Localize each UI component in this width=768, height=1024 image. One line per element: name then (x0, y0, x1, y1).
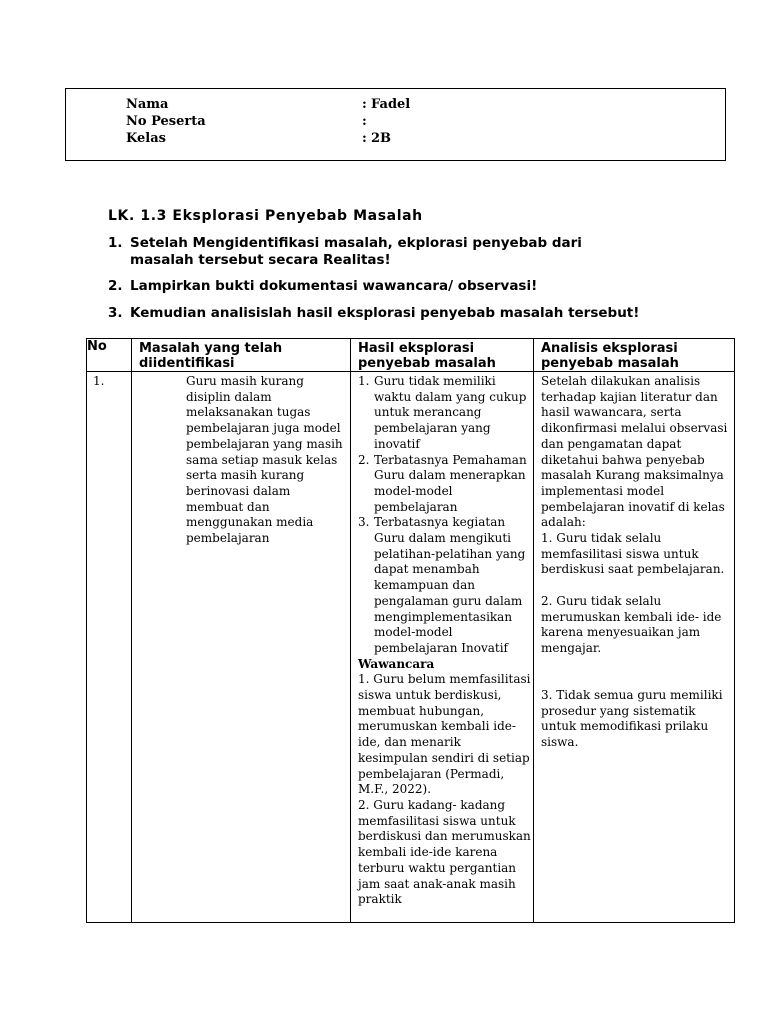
no-peserta-label: No Peserta (126, 114, 206, 129)
nama-colon: : (362, 97, 367, 112)
instruction-text: Lampirkan bukti dokumentasi wawancara/ observasi! (130, 278, 538, 294)
header-hasil-text: Hasil eksplorasi penyebab masalah (358, 341, 496, 371)
kelas-value: 2B (371, 131, 392, 146)
wawancara-subheading: Wawancara (358, 656, 435, 671)
header-analisis (534, 339, 735, 372)
cell-masalah (132, 372, 351, 923)
header-analisis-text: Analisis eksplorasi penyebab masalah (541, 341, 679, 371)
header-no: No (87, 339, 132, 372)
table-header-row (87, 339, 735, 372)
row-number: 1. (93, 374, 105, 388)
hasil-list (358, 374, 531, 657)
instruction-number: 1. (108, 235, 123, 251)
masalah-text: Guru masih kurang disiplin dalam melaksanakan tugas pembelajaran juga model pembelajaran yang masih sama setiap masuk kelas serta masih kurang berinovasi dalam membuat dan menggunakan media pembelajaran (186, 374, 343, 546)
kelas-colon: : (362, 131, 367, 146)
table-row (87, 372, 735, 923)
analisis-point-1: 1. Guru tidak selalu memfasilitasi siswa untuk berdiskusi saat pembelajaran. (541, 531, 725, 577)
wawancara-point-2: 2. Guru kadang- kadang memfasilitasi siswa untuk berdiskusi dan merumuskan kembali ide-ide karena terburu waktu pergantian jam saat anak-anak masih praktik (358, 797, 531, 907)
nama-label: Nama (126, 97, 169, 112)
instruction-text: Kemudian analisislah hasil eksplorasi penyebab masalah tersebut! (130, 305, 640, 321)
analisis-intro: Setelah dilakukan analisis terhadap kajian literatur dan hasil wawancara, serta dikonfirmasi melalui observasi dan pengamatan dapat diketahui bahwa penyebab masalah Kurang maksimalnya implementasi model pembelajaran inovatif di kelas adalah: (541, 374, 728, 530)
header-hasil (351, 339, 534, 372)
analisis-point-3: 3. Tidak semua guru memiliki prosedur yang sistematik untuk memodifikasi prilaku siswa. (541, 688, 723, 750)
identity-box (65, 88, 726, 161)
nama-value: Fadel (371, 97, 411, 112)
page-heading: LK. 1.3 Eksplorasi Penyebab Masalah (108, 208, 423, 224)
kelas-label: Kelas (126, 131, 166, 146)
list-item-number: 2. (358, 452, 370, 467)
list-item-text: Terbatasnya Pemahaman Guru dalam menerapkan model-model pembelajaran (374, 452, 527, 514)
list-item-number: 1. (358, 374, 370, 388)
cell-hasil (351, 372, 534, 923)
list-item (358, 453, 531, 516)
instruction-number: 3. (108, 305, 123, 321)
no-peserta-colon: : (362, 114, 367, 129)
instruction-text: Setelah Mengidentifikasi masalah, ekplorasi penyebab dari masalah tersebut secara Realitas! (130, 235, 582, 268)
analisis-point-2: 2. Guru tidak selalu merumuskan kembali ide- ide karena menyesuaikan jam mengajar. (541, 593, 722, 655)
list-item-text: Terbatasnya kegiatan Guru dalam mengikuti pelatihan-pelatihan yang dapat menambah kemampuan dan pengalaman guru dalam mengimplementasikan model-model pembelajaran Inovatif (374, 515, 526, 655)
header-masalah (132, 339, 351, 372)
list-item (358, 515, 531, 656)
header-masalah-text: Masalah yang telah diidentifikasi (139, 341, 283, 371)
analysis-table (86, 338, 735, 923)
cell-analisis (534, 372, 735, 923)
list-item-text: Guru tidak memiliki waktu dalam yang cukup untuk merancang pembelajaran yang inovatif (374, 374, 527, 451)
wawancara-point-1: 1. Guru belum memfasilitasi siswa untuk berdiskusi, membuat hubungan, merumuskan kembali ide-ide, dan menarik kesimpulan sendiri di setiap pembelajaran (Permadi, M.F., 2022). (358, 672, 531, 797)
list-item-number: 3. (358, 515, 370, 530)
list-item (358, 374, 531, 453)
instruction-number: 2. (108, 278, 123, 294)
cell-no (87, 372, 132, 923)
